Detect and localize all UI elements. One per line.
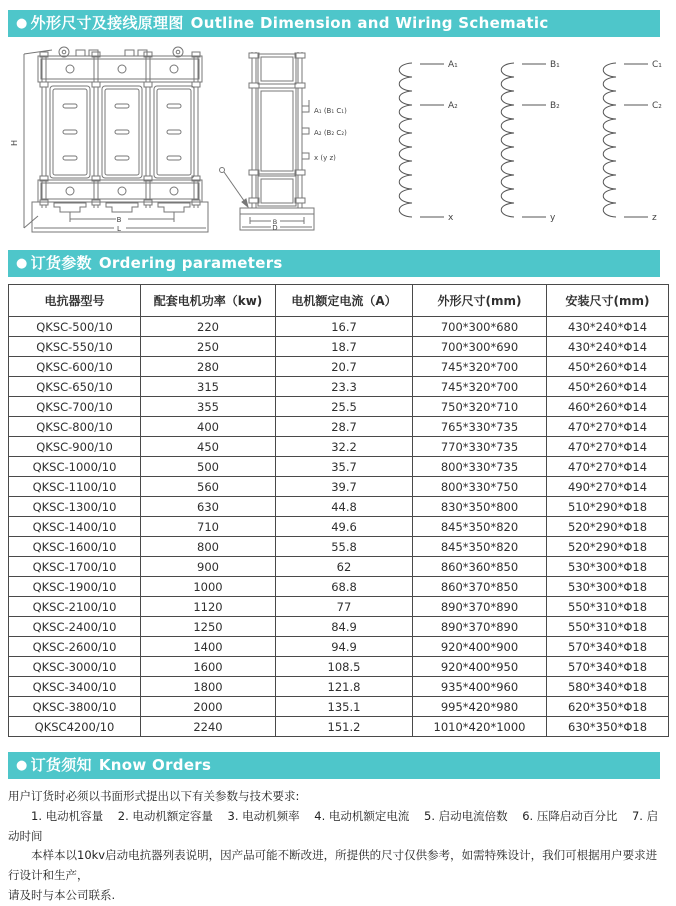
table-cell: QKSC-1100/10 — [9, 477, 141, 497]
bullet-icon: ● — [16, 16, 28, 31]
table-cell: 108.5 — [276, 657, 413, 677]
table-cell: 560 — [141, 477, 276, 497]
table-cell: 550*310*Φ18 — [547, 597, 669, 617]
table-cell: 710 — [141, 517, 276, 537]
coil-a-top-label: A₁ — [448, 60, 458, 70]
table-row — [9, 417, 669, 437]
table-cell: QKSC-900/10 — [9, 437, 141, 457]
table-cell: 44.8 — [276, 497, 413, 517]
side-tap-label-1: A₁ (B₁ C₁) — [314, 107, 347, 115]
table-cell: 570*340*Φ18 — [547, 637, 669, 657]
table-cell: 745*320*700 — [413, 357, 547, 377]
table-cell: 500 — [141, 457, 276, 477]
table-cell: 935*400*960 — [413, 677, 547, 697]
table-cell: 470*270*Φ14 — [547, 437, 669, 457]
table-cell: 2000 — [141, 697, 276, 717]
table-cell: 20.7 — [276, 357, 413, 377]
table-cell: 580*340*Φ18 — [547, 677, 669, 697]
table-row — [9, 317, 669, 337]
table-cell: QKSC-650/10 — [9, 377, 141, 397]
table-cell: 84.9 — [276, 617, 413, 637]
table-cell: QKSC-1000/10 — [9, 457, 141, 477]
section-header-outline — [8, 10, 660, 37]
coil-a-mid-label: A₂ — [448, 101, 458, 111]
table-cell: 55.8 — [276, 537, 413, 557]
table-cell: 745*320*700 — [413, 377, 547, 397]
table-cell: QKSC-1900/10 — [9, 577, 141, 597]
table-cell: QKSC-700/10 — [9, 397, 141, 417]
table-cell: 845*350*820 — [413, 517, 547, 537]
notes-line-2: 1. 电动机容量 2. 电动机额定容量 3. 电动机频率 4. 电动机额定电流 5. 启动电流倍数 6. 压降启动百分比 7. 启动时间 — [8, 808, 659, 843]
side-tap-label-3: x (y z) — [314, 154, 336, 162]
table-cell: QKSC-800/10 — [9, 417, 141, 437]
table-row — [9, 717, 669, 737]
table-cell: QKSC-600/10 — [9, 357, 141, 377]
coil-c-top-label: C₁ — [652, 60, 662, 70]
table-cell: 62 — [276, 557, 413, 577]
table-cell: 920*400*900 — [413, 637, 547, 657]
table-cell: 121.8 — [276, 677, 413, 697]
table-cell: 18.7 — [276, 337, 413, 357]
table-cell: 1010*420*1000 — [413, 717, 547, 737]
dim-label-b: B — [116, 216, 122, 224]
table-cell: 23.3 — [276, 377, 413, 397]
table-row — [9, 657, 669, 677]
table-cell: 430*240*Φ14 — [547, 337, 669, 357]
table-cell: QKSC-500/10 — [9, 317, 141, 337]
table-row — [9, 557, 669, 577]
table-cell: QKSC-2600/10 — [9, 637, 141, 657]
table-cell: 1600 — [141, 657, 276, 677]
table-cell: 460*260*Φ14 — [547, 397, 669, 417]
section-title-en: Ordering parameters — [98, 254, 283, 272]
table-cell: QKSC-3800/10 — [9, 697, 141, 717]
table-cell: 470*270*Φ14 — [547, 457, 669, 477]
table-row — [9, 617, 669, 637]
table-cell: 450 — [141, 437, 276, 457]
table-cell: 510*290*Φ18 — [547, 497, 669, 517]
table-row — [9, 677, 669, 697]
table-cell: 900 — [141, 557, 276, 577]
table-row — [9, 577, 669, 597]
table-cell: 765*330*735 — [413, 417, 547, 437]
outline-drawing — [8, 40, 676, 240]
table-cell: 400 — [141, 417, 276, 437]
coil-b-top-label: B₁ — [550, 60, 560, 70]
notes-line-3: 本样本以10kv启动电抗器列表说明，因产品可能不断改进，所提供的尺寸仅供参考，如需特殊设计，我们可根据用户要求进行设计和生产， — [8, 848, 658, 883]
table-cell: 39.7 — [276, 477, 413, 497]
table-cell: 470*270*Φ14 — [547, 417, 669, 437]
section-title-en: Know Orders — [98, 756, 212, 774]
table-cell: 430*240*Φ14 — [547, 317, 669, 337]
table-cell: 25.5 — [276, 397, 413, 417]
table-row — [9, 477, 669, 497]
outline-drawing-svg — [8, 40, 668, 240]
table-cell: QKSC-1300/10 — [9, 497, 141, 517]
section-title-zh: 订货参数 — [30, 254, 92, 272]
table-cell: 860*360*850 — [413, 557, 547, 577]
column-header-model: 电抗器型号 — [9, 285, 141, 317]
table-cell: 890*370*890 — [413, 597, 547, 617]
table-cell: 35.7 — [276, 457, 413, 477]
table-cell: QKSC4200/10 — [9, 717, 141, 737]
column-header-mounting-dim: 安装尺寸(mm) — [547, 285, 669, 317]
ordering-notes — [8, 787, 668, 906]
notes-line-1: 用户订货时必须以书面形式提出以下有关参数与技术要求: — [8, 789, 300, 803]
table-cell: 800*330*750 — [413, 477, 547, 497]
table-body — [9, 317, 669, 737]
coil-a-bottom-label: x — [448, 213, 454, 223]
table-cell: 1400 — [141, 637, 276, 657]
table-row — [9, 497, 669, 517]
dim-label-side-b: B — [272, 218, 278, 226]
table-cell: QKSC-3000/10 — [9, 657, 141, 677]
table-cell: 750*320*710 — [413, 397, 547, 417]
table-cell: QKSC-2400/10 — [9, 617, 141, 637]
table-cell: 220 — [141, 317, 276, 337]
dim-label-d: D — [272, 224, 278, 232]
table-cell: 630*350*Φ18 — [547, 717, 669, 737]
table-cell: 700*300*690 — [413, 337, 547, 357]
table-cell: 2240 — [141, 717, 276, 737]
table-cell: 700*300*680 — [413, 317, 547, 337]
section-title-zh: 外形尺寸及接线原理图 — [30, 14, 184, 32]
table-cell: 1250 — [141, 617, 276, 637]
table-cell: 151.2 — [276, 717, 413, 737]
table-cell: 520*290*Φ18 — [547, 537, 669, 557]
table-row — [9, 637, 669, 657]
table-cell: 520*290*Φ18 — [547, 517, 669, 537]
table-cell: 530*300*Φ18 — [547, 577, 669, 597]
table-cell: 1000 — [141, 577, 276, 597]
table-cell: 860*370*850 — [413, 577, 547, 597]
dim-label-h: H — [10, 139, 19, 146]
section-title-en: Outline Dimension and Wiring Schematic — [190, 14, 549, 32]
table-cell: 845*350*820 — [413, 537, 547, 557]
table-cell: 550*310*Φ18 — [547, 617, 669, 637]
table-cell: 490*270*Φ14 — [547, 477, 669, 497]
table-cell: 77 — [276, 597, 413, 617]
bullet-icon: ● — [16, 256, 28, 271]
table-cell: 28.7 — [276, 417, 413, 437]
table-cell: 800*330*735 — [413, 457, 547, 477]
table-row — [9, 337, 669, 357]
table-cell: 530*300*Φ18 — [547, 557, 669, 577]
table-cell: 250 — [141, 337, 276, 357]
table-cell: 995*420*980 — [413, 697, 547, 717]
front-view — [24, 47, 208, 232]
side-view — [220, 52, 315, 230]
table-cell: 630 — [141, 497, 276, 517]
table-cell: 1120 — [141, 597, 276, 617]
section-header-notice — [8, 752, 660, 779]
table-cell: QKSC-3400/10 — [9, 677, 141, 697]
column-header-rated-current: 电机额定电流（A） — [276, 285, 413, 317]
table-cell: 315 — [141, 377, 276, 397]
table-cell: 890*370*890 — [413, 617, 547, 637]
ordering-table — [8, 284, 669, 737]
column-header-motor-power: 配套电机功率（kw) — [141, 285, 276, 317]
table-cell: 32.2 — [276, 437, 413, 457]
table-cell: 280 — [141, 357, 276, 377]
table-cell: QKSC-1400/10 — [9, 517, 141, 537]
table-row — [9, 357, 669, 377]
table-cell: 355 — [141, 397, 276, 417]
side-tap-label-2: A₂ (B₂ C₂) — [314, 129, 347, 137]
table-row — [9, 697, 669, 717]
coil-c-bottom-label: z — [652, 213, 657, 223]
table-cell: 94.9 — [276, 637, 413, 657]
table-cell: 16.7 — [276, 317, 413, 337]
section-header-ordering — [8, 250, 660, 277]
table-cell: 620*350*Φ18 — [547, 697, 669, 717]
dim-label-l: L — [117, 225, 121, 233]
table-row — [9, 377, 669, 397]
table-cell: 800 — [141, 537, 276, 557]
section-title-zh: 订货须知 — [30, 756, 92, 774]
table-cell: QKSC-550/10 — [9, 337, 141, 357]
table-cell: 135.1 — [276, 697, 413, 717]
table-row — [9, 537, 669, 557]
table-cell: 570*340*Φ18 — [547, 657, 669, 677]
wiring-schematic — [399, 63, 648, 217]
table-row — [9, 437, 669, 457]
table-cell: 920*400*950 — [413, 657, 547, 677]
notes-line-4: 请及时与本公司联系. — [8, 887, 116, 902]
coil-b-mid-label: B₂ — [550, 101, 560, 111]
coil-b-bottom-label: y — [550, 213, 556, 223]
table-row — [9, 397, 669, 417]
table-cell: 450*260*Φ14 — [547, 377, 669, 397]
table-cell: 830*350*800 — [413, 497, 547, 517]
table-cell: 68.8 — [276, 577, 413, 597]
table-cell: 770*330*735 — [413, 437, 547, 457]
column-header-outline-dim: 外形尺寸(mm) — [413, 285, 547, 317]
table-row — [9, 457, 669, 477]
table-cell: QKSC-1700/10 — [9, 557, 141, 577]
table-cell: 1800 — [141, 677, 276, 697]
table-cell: 49.6 — [276, 517, 413, 537]
coil-c-mid-label: C₂ — [652, 101, 662, 111]
bullet-icon: ● — [16, 758, 28, 773]
table-cell: 450*260*Φ14 — [547, 357, 669, 377]
table-cell: QKSC-2100/10 — [9, 597, 141, 617]
table-cell: QKSC-1600/10 — [9, 537, 141, 557]
table-row — [9, 597, 669, 617]
table-row — [9, 517, 669, 537]
table-header-row — [9, 285, 669, 317]
